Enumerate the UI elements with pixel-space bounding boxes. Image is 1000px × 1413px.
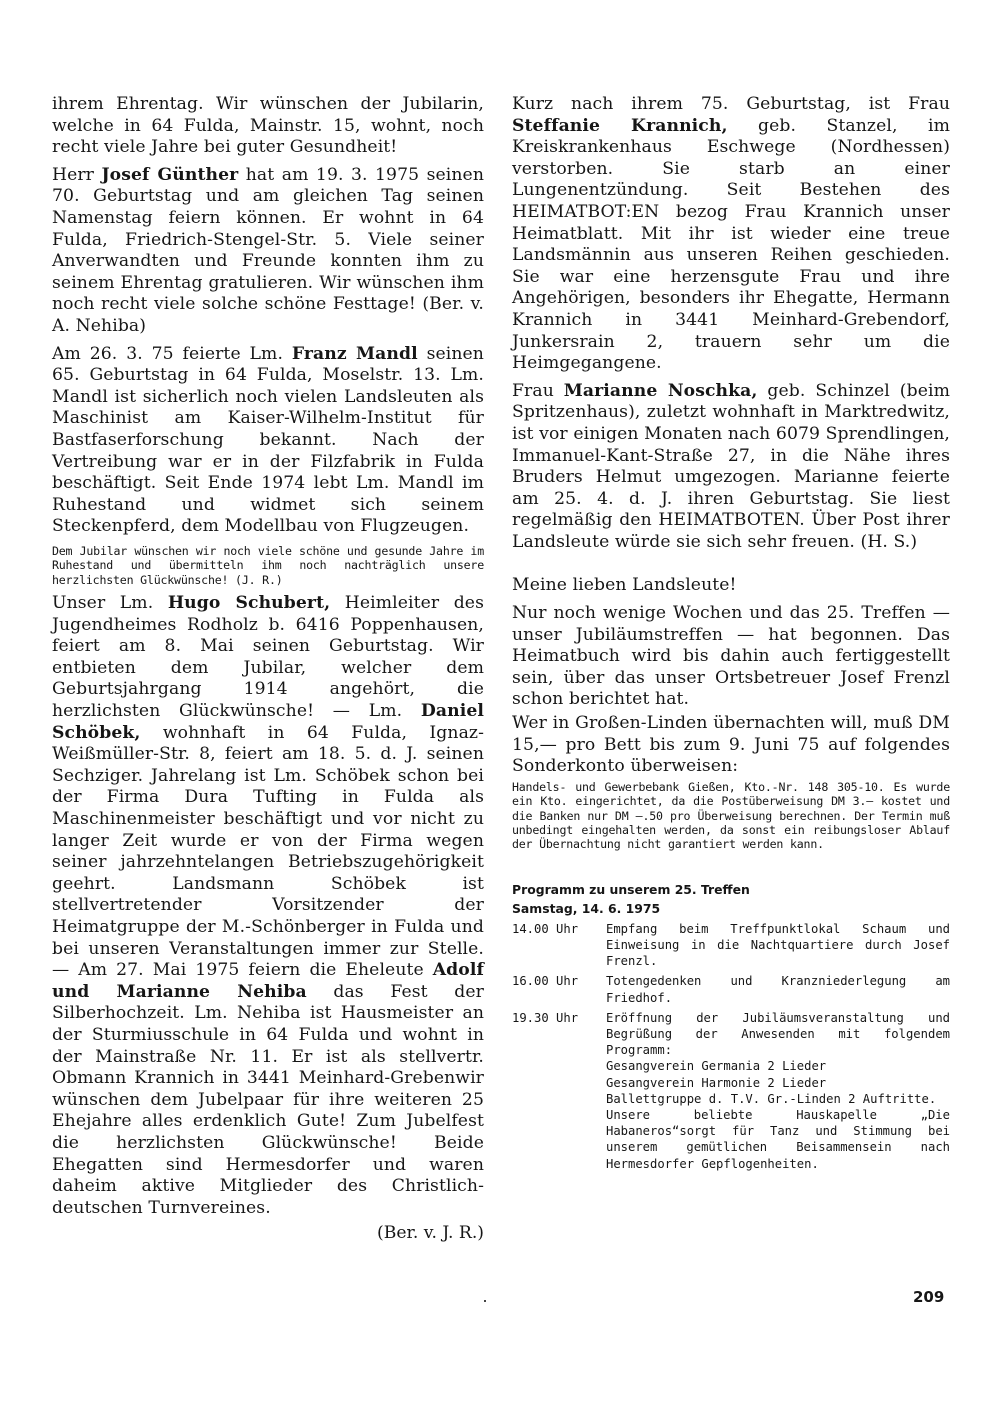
program-sub-item: Unsere beliebte Hauskapelle „Die Habaneros“sorgt für Tanz und Stimmung bei unserem gemütlichen Beisammensein nach Hermesdorfer Gepflogenheiten. — [606, 1108, 950, 1171]
program-sub-item: Gesangverein Germania 2 Lieder — [606, 1059, 827, 1074]
paragraph-lead: Kurz nach ihrem 75. Geburtstag, ist Frau — [512, 94, 950, 114]
person-name: Marianne Noschka, — [563, 380, 758, 401]
paragraph-uebernachtung: Wer in Großen-Linden übernachten will, muß DM 15,— pro Bett bis zum 9. Juni 75 auf folgendes Sonderkonto überweisen: — [512, 713, 950, 777]
person-name: Steffanie Krannich, — [512, 115, 728, 136]
program-sub-item: Gesangverein Harmonie 2 Lieder — [606, 1075, 827, 1090]
paragraph-text: ihrem Ehrentag. Wir wünschen der Jubilarin, welche in 64 Fulda, Mainstr. 15, wohnt, noch recht viele Jahre bei guter Gesundheit! — [52, 94, 484, 158]
paragraph-text: geb. Stanzel, im Kreiskrankenhaus Eschwege (Nordhessen) verstorben. Sie starb an einer Lungenentzündung. Seit Bestehen des HEIMATBOT:EN bezog Frau Krannich unser Heimatblatt. Mit ihr ist wieder eine treue Landsmännin aus unseren Reihen geschieden. Sie war eine herzensgute Frau und ihre Angehörigen, besonders ihr Ehegatte, Hermann Krannich in 3441 Meinhard-Grebendorf, Junkersrain 2, trauern sehr um die Heimgegangene. — [512, 115, 950, 374]
paragraph-text: geb. Schinzel (beim Spritzenhaus), zuletzt wohnhaft in Marktredwitz, ist vor einigen Monaten nach 6079 Sprendlingen, Immanuel-Kant-Straße 27, in die Nähe ihres Bruders Helmut umgezogen. Marianne feierte am 25. 4. d. J. ihren Geburtstag. Sie liest regelmäßig den HEIMATBOTEN. Über Post ihrer Landsleute würde sie sich sehr freuen. (H. S.) — [512, 380, 950, 552]
program-title: Programm zu unserem 25. Treffen — [512, 881, 750, 897]
program-time: 16.00 Uhr — [512, 974, 579, 989]
person-name: Daniel Schöbek, — [52, 701, 484, 743]
program-text: Totengedenken und Kranzniederlegung am Friedhof. — [606, 974, 950, 1005]
person-name: Josef Günther — [101, 164, 239, 185]
print-speck — [484, 1300, 486, 1302]
program-section — [512, 880, 950, 1172]
paragraph-lead: Frau — [512, 380, 554, 401]
section-spacer — [512, 559, 950, 575]
right-column — [512, 94, 950, 1176]
paragraph-text: das Fest der Silberhochzeit. Lm. Nehiba ist Hausmeister an der Sturmiusschule in 64 Fulda und wohnt in der Mainstraße Nr. 11. Er ist als stellvertr. Obmann Krannich in 3441 Meinhard-Grebenwir wünschen dem Jubelpaar für ihre weiteren 25 Ehejahre alles erdenklich Gute! Zum Jubelfest die herzlichsten Glückwünsche! Beide Ehegatten sind Hermesdorfer und waren daheim aktive Mitglieder des Christlich-deutschen Turnvereines. — [52, 981, 484, 1218]
paragraph-text: seinen 65. Geburtstag in 64 Fulda, Moselstr. 13. Lm. Mandl ist sicherlich noch vielen Landsleuten als Maschinist am Kaiser-Wilhelm-Institut für Bastfaserforschung bekannt. Nach der Vertreibung war er in der Filzfabrik in Fulda beschäftigt. Seit Ende 1974 lebt Lm. Mandl im Ruhestand und widmet sich seinem Steckenpferd, dem Modellbau von Flugzeugen. — [52, 343, 484, 537]
paragraph-text: wohnhaft in 64 Fulda, Ignaz-Weißmüller-Str. 8, feiert am 18. 5. d. J. seinen Sechziger. Jahrelang ist Lm. Schöbek schon bei der Firma Dura Tufting in Fulda als Maschinenmeister beschäftigt und vor nicht zu langer Zeit wurde er von der Firma wegen seiner jahrzehntelangen Betriebszugehörigkeit geehrt. Landsmann Schöbek ist stellvertretender Vorsitzender der Heimatgruppe der M.-Schönberger in Fulda und bei unseren Veranstaltungen immer zur Stelle. — Am 27. Mai 1975 feiern die Eheleute — [52, 722, 484, 981]
paragraph-lead: Unser Lm. — [52, 593, 154, 614]
paragraph-text: hat am 19. 3. 1975 seinen 70. Geburtstag und am gleichen Tag seinen Namenstag feiern können. Er wohnt in 64 Fulda, Friedrich-Stengel-Str. 5. Viele seiner Anverwandten und Freunde konnten ihm zu seinem Ehrentag gratulieren. Wir wünschen ihm noch recht viele solche schöne Festtage! (Ber. v. A. Nehiba) — [52, 164, 484, 336]
paragraph-lead: Herr — [52, 164, 94, 185]
person-name: Adolf und Marianne Nehiba — [52, 960, 484, 1002]
paragraph-text: Heimleiter des Jugendheimes Rodholz b. 6416 Poppenhausen, feiert am 8. Mai seinen Geburtstag. Wir entbieten dem Jubilar, welcher dem Geburtsjahrgang 1914 angehört, die herzlichsten Glückwünsche! — Lm. — [52, 593, 484, 722]
program-item — [512, 1010, 950, 1172]
signature: (Ber. v. J. R.) — [377, 1223, 484, 1244]
note-text: Dem Jubilar wünschen wir noch viele schöne und gesunde Jahre im Ruhestand und übermitteln ihm noch nachträglich unsere herzlichsten Glückwünsche! (J. R.) — [52, 543, 484, 587]
person-name: Franz Mandl — [291, 343, 418, 364]
paragraph-mandl — [52, 344, 484, 538]
program-text-block — [606, 1010, 950, 1172]
program-item — [512, 921, 950, 970]
paragraph-jubilarin — [52, 94, 484, 159]
section-spacer — [512, 858, 950, 878]
program-item — [512, 973, 950, 1005]
program-date: Samstag, 14. 6. 1975 — [512, 900, 661, 916]
paragraph-guenther — [52, 165, 484, 338]
small-note-konto: Handels- und Gewerbebank Gießen, Kto.-Nr. 148 305-10. Es wurde ein Kto. eingerichtet, da die Postüberweisung DM 3.– kostet und die Banken nur DM –.50 pro Überweisung berechnen. Der Termin muß unbedingt eingehalten werden, da sonst ein reibungsloser Ablauf der Übernachtung nicht garantiert werden kann. — [512, 779, 950, 852]
program-text: Eröffnung der Jubiläumsveranstaltung und Begrüßung der Anwesenden mit folgendem Programm: — [606, 1010, 950, 1058]
program-time: 19.30 Uhr — [512, 1010, 579, 1025]
small-note-jubilar — [52, 544, 484, 587]
page-number: 209 — [913, 1288, 945, 1306]
program-time: 14.00 Uhr — [512, 921, 579, 936]
greeting: Meine lieben Landsleute! — [512, 575, 737, 596]
program-text: Empfang beim Treffpunktlokal Schaum und Einweisung in die Nachtquartiere durch Josef Frenzl. — [606, 921, 950, 969]
paragraph-lead: Am 26. 3. 75 feierte Lm. — [52, 343, 284, 364]
paragraph-noschka — [512, 381, 950, 554]
paragraph-krannich — [512, 94, 950, 375]
person-name: Hugo Schubert, — [167, 593, 331, 614]
program-sub-item: Ballettgruppe d. T.V. Gr.-Linden 2 Auftritte. — [606, 1091, 937, 1106]
paragraph-treffen: Nur noch wenige Wochen und das 25. Treffen — unser Jubiläumstreffen — hat begonnen. Das Heimatbuch wird bis dahin auch fertiggestellt sein, über das unser Ortsbetreuer Josef Frenzl schon berichtet hat. — [512, 603, 950, 710]
left-column — [52, 94, 484, 1245]
paragraph-schubert — [52, 593, 484, 1219]
